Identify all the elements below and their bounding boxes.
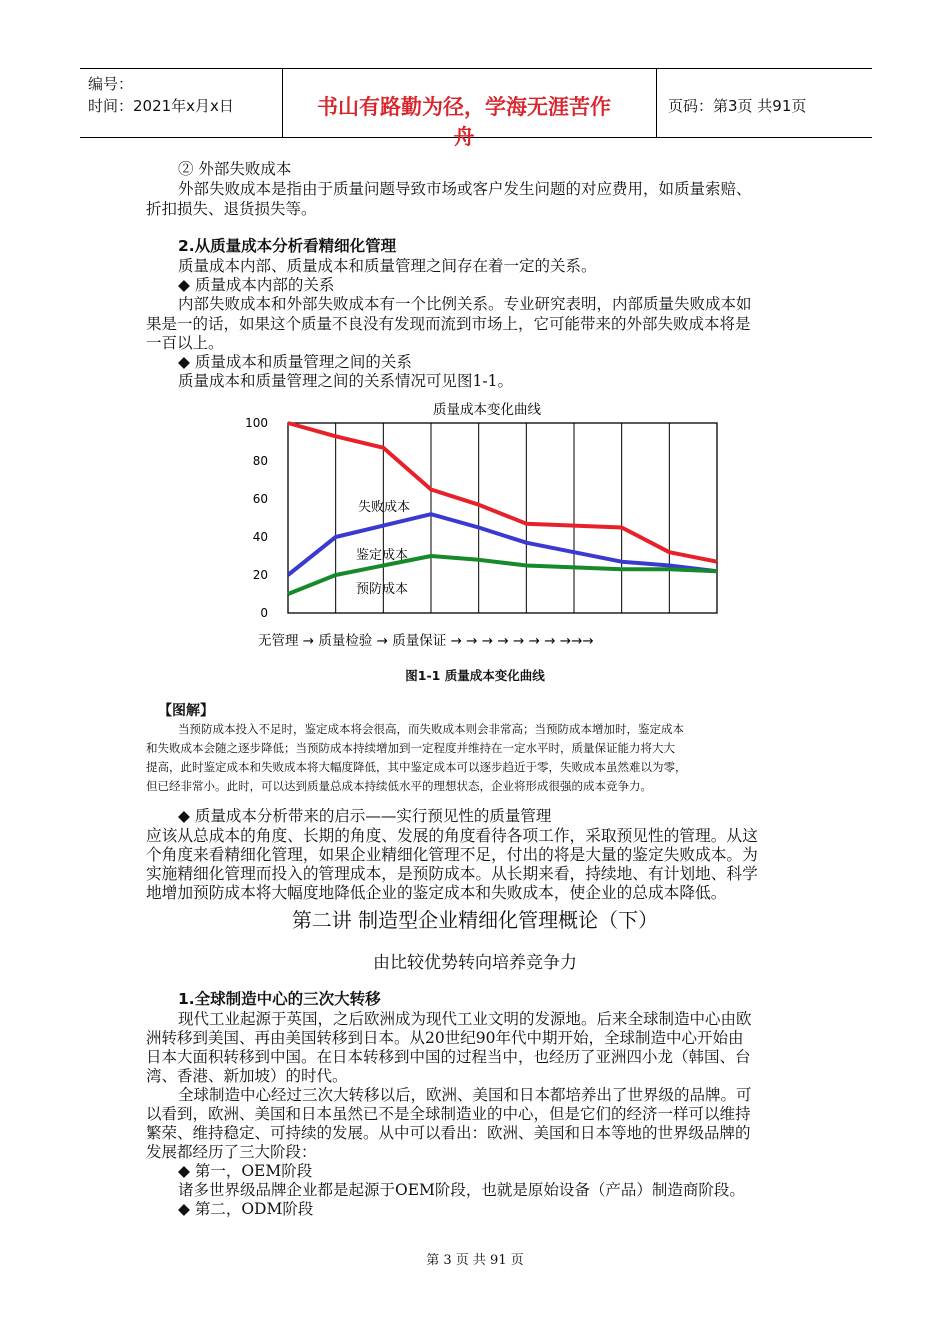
section-heading: 2.从质量成本分析看精细化管理 (178, 237, 397, 255)
paragraph-line: 内部失败成本和外部失败成本有一个比例关系。专业研究表明，内部质量失败成本如 (178, 295, 752, 313)
chart-grid (288, 423, 717, 613)
header-divider (282, 69, 283, 137)
page-footer: 第 3 页 共 91 页 (426, 1253, 524, 1268)
explain-line: 但已经非常小。此时，可以达到质量总成本持续低水平的理想状态，企业将形成很强的成本竞争力。 (146, 779, 652, 793)
chart-series-label: 鉴定成本 (356, 548, 409, 563)
quality-cost-chart (230, 392, 730, 662)
date-label: 时间：2021年x月x日 (88, 97, 234, 115)
header-motto: 书山有路勤为径，学海无涯苦作舟 (317, 95, 611, 149)
lecture-title: 第二讲 制造型企业精细化管理概论（下） (291, 908, 659, 932)
code-label: 编号： (88, 75, 134, 93)
chart-series-line (288, 556, 717, 594)
item-desc-line: 外部失败成本是指由于质量问题导致市场或客户发生问题的对应费用，如质量索赔、 (178, 180, 752, 198)
paragraph-line: 日本大面积转移到中国。在日本转移到中国的过程当中，也经历了亚洲四小龙（韩国、台 (146, 1048, 751, 1066)
figure-caption: 图1-1 质量成本变化曲线 (405, 668, 545, 683)
paragraph-line: 一百以上。 (146, 334, 224, 352)
page-header (80, 68, 872, 149)
paragraph-line: 质量成本内部、质量成本和质量管理之间存在着一定的关系。 (178, 257, 597, 275)
chart-y-tick-label: 0 (260, 606, 268, 620)
item-desc-line: 折扣损失、退货损失等。 (146, 200, 317, 218)
lecture-subtitle: 由比较优势转向培养竞争力 (373, 953, 577, 973)
chart-y-tick-label: 60 (252, 492, 268, 506)
bullet-item: ◆ 第一，OEM阶段 (178, 1162, 313, 1180)
header-meta (88, 73, 234, 117)
header-divider (656, 69, 657, 137)
chart-title: 质量成本变化曲线 (433, 402, 541, 418)
bullet-item: ◆ 质量成本内部的关系 (178, 276, 335, 294)
chart-y-tick-label: 40 (252, 530, 268, 544)
paragraph-line: 实施精细化管理而投入的管理成本，是预防成本。从长期来看，持续地、有计划地、科学 (146, 864, 758, 883)
paragraph-line: 地增加预防成本将大幅度地降低企业的鉴定成本和失败成本，使企业的总成本降低。 (146, 883, 727, 902)
item-title: ② 外部失败成本 (178, 160, 292, 178)
chart-series-line (288, 423, 717, 562)
chart-y-tick-label: 100 (245, 416, 268, 430)
bullet-item: ◆ 第二，ODM阶段 (178, 1200, 314, 1218)
chart-series (288, 423, 717, 594)
paragraph-line: 繁荣、维持稳定、可持续的发展。从中可以看出：欧洲、美国和日本等地的世界级品牌的 (146, 1124, 751, 1142)
chart-series-labels (356, 499, 410, 597)
paragraph-line: 个角度来看精细化管理，如果企业精细化管理不足，付出的将是大量的鉴定失败成本。为 (146, 845, 758, 864)
bullet-item: ◆ 质量成本分析带来的启示——实行预见性的质量管理 (178, 807, 552, 825)
chart-y-tick-label: 20 (252, 568, 268, 582)
explain-line: 当预防成本投入不足时，鉴定成本将会很高，而失败成本则会非常高；当预防成本增加时，鉴定成本 (178, 722, 684, 736)
explain-line: 和失败成本会随之逐步降低；当预防成本持续增加到一定程度并维持在一定水平时，质量保证能力将大大 (146, 741, 675, 755)
header-page-info: 页码：第3页 共91页 (668, 97, 807, 115)
chart-y-tick-label: 80 (252, 454, 268, 468)
paragraph-line: 以看到，欧洲、美国和日本虽然已不是全球制造业的中心，但是它们的经济一样可以维持 (146, 1105, 751, 1123)
bullet-item: ◆ 质量成本和质量管理之间的关系 (178, 353, 412, 371)
paragraph-line: 质量成本和质量管理之间的关系情况可见图1-1。 (178, 372, 513, 390)
explain-label: 【图解】 (158, 703, 214, 719)
paragraph-line: 湾、香港、新加坡）的时代。 (146, 1067, 348, 1085)
chart-series-label: 预防成本 (356, 582, 409, 597)
chart-y-ticks (245, 416, 268, 620)
paragraph-line: 果是一的话，如果这个质量不良没有发现而流到市场上，它可能带来的外部失败成本将是 (146, 315, 751, 333)
chart-series-label: 失败成本 (358, 500, 411, 515)
chart-plot-frame (288, 423, 717, 613)
paragraph-line: 应该从总成本的角度、长期的角度、发展的角度看待各项工作，采取预见性的管理。从这 (146, 826, 758, 845)
explain-line: 提高，此时鉴定成本和失败成本将大幅度降低，其中鉴定成本可以逐步趋近于零，失败成本虽然难以为零， (146, 760, 687, 774)
paragraph-line: 洲转移到美国、再由美国转移到日本。从20世纪90年代中期开始，全球制造中心开始由 (146, 1029, 744, 1047)
chart-x-axis-label: 无管理 → 质量检验 → 质量保证 → → → → → → → →→→ (258, 633, 594, 649)
section-heading: 1.全球制造中心的三次大转移 (178, 990, 381, 1008)
paragraph-line: 现代工业起源于英国，之后欧洲成为现代工业文明的发源地。后来全球制造中心由欧 (178, 1010, 752, 1028)
paragraph-line: 发展都经历了三大阶段： (146, 1143, 317, 1161)
paragraph-line: 诸多世界级品牌企业都是起源于OEM阶段，也就是原始设备（产品）制造商阶段。 (178, 1181, 745, 1199)
paragraph-line: 全球制造中心经过三次大转移以后，欧洲、美国和日本都培养出了世界级的品牌。可 (178, 1086, 752, 1104)
